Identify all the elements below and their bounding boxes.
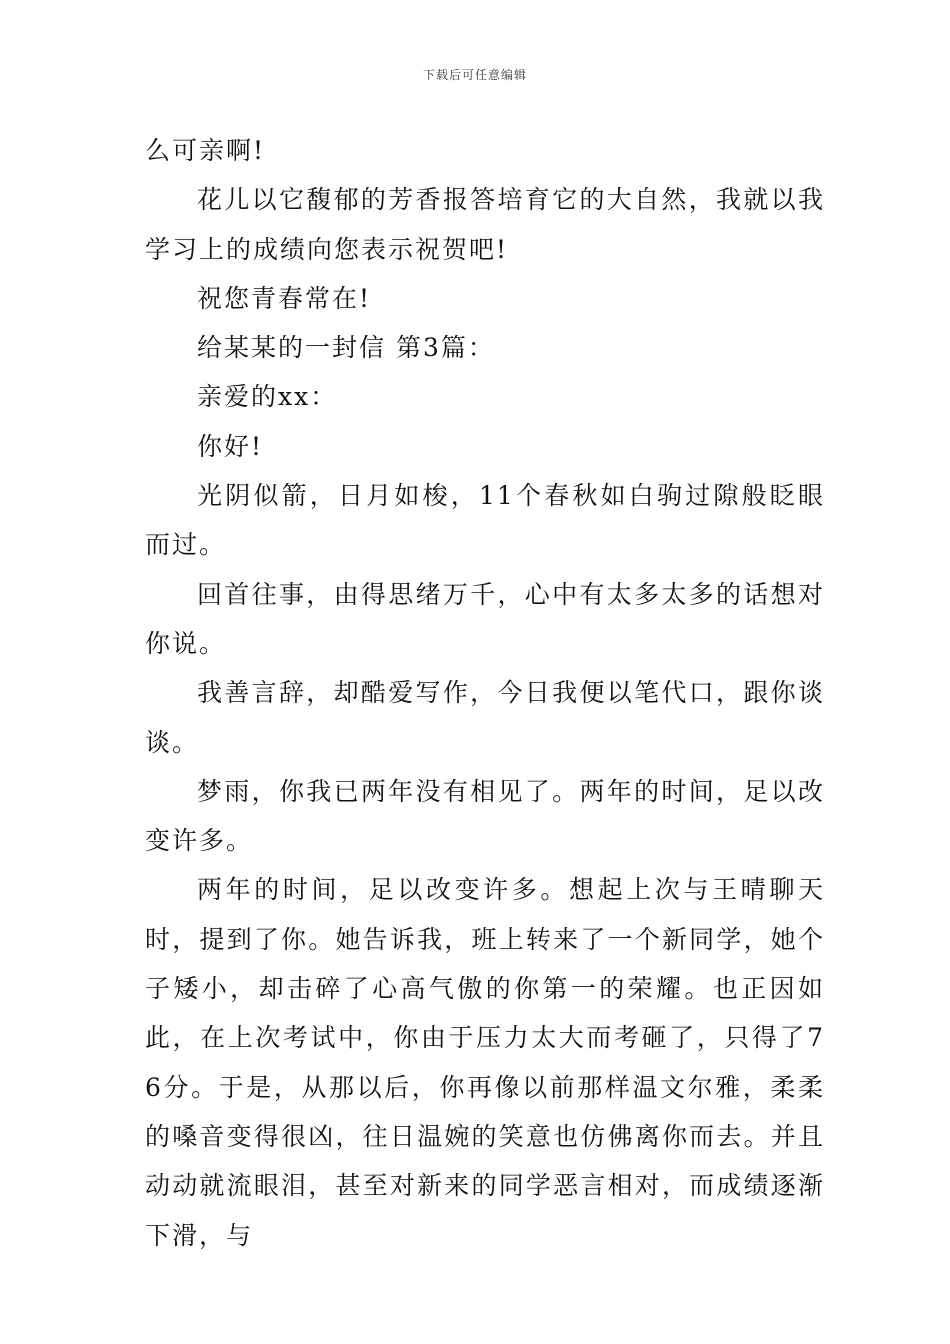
paragraph-6: 你好! <box>197 431 264 461</box>
paragraph-7: 光阴似箭，日月如梭，11个春秋如白驹过隙般眨眼而过。 <box>145 481 825 560</box>
page-header-note: 下载后可任意编辑 <box>422 68 527 82</box>
document-body <box>145 126 825 1260</box>
paragraph-2: 花儿以它馥郁的芳香报答培育它的大自然，我就以我学习上的成绩向您表示祝贺吧! <box>145 185 825 264</box>
paragraph-11: 两年的时间，足以改变许多。想起上次与王晴聊天时，提到了你。她告诉我，班上转来了一个新同学，她个子矮小，却击碎了心高气傲的你第一的荣耀。也正因如此，在上次考试中，你由于压力太大而考砸了，只得了76分。于是，从那以后，你再像以前那样温文尔雅，柔柔的嗓音变得很凶，往日温婉的笑意也仿佛离你而去。并且动动就流眼泪，甚至对新来的同学恶言相对，而成绩逐渐下滑，与 <box>145 875 825 1250</box>
paragraph-4: 给某某的一封信 第3篇： <box>197 333 495 363</box>
paragraph-3: 祝您青春常在! <box>197 283 372 313</box>
paragraph-5: 亲爱的xx： <box>197 382 338 412</box>
paragraph-9: 我善言辞，却酷爱写作，今日我便以笔代口，跟你谈谈。 <box>145 678 825 757</box>
paragraph-10: 梦雨，你我已两年没有相见了。两年的时间，足以改变许多。 <box>145 776 825 856</box>
paragraph-8: 回首往事，由得思绪万千，心中有太多太多的话想对你说。 <box>145 579 825 658</box>
paragraph-1: 么可亲啊! <box>145 136 266 165</box>
